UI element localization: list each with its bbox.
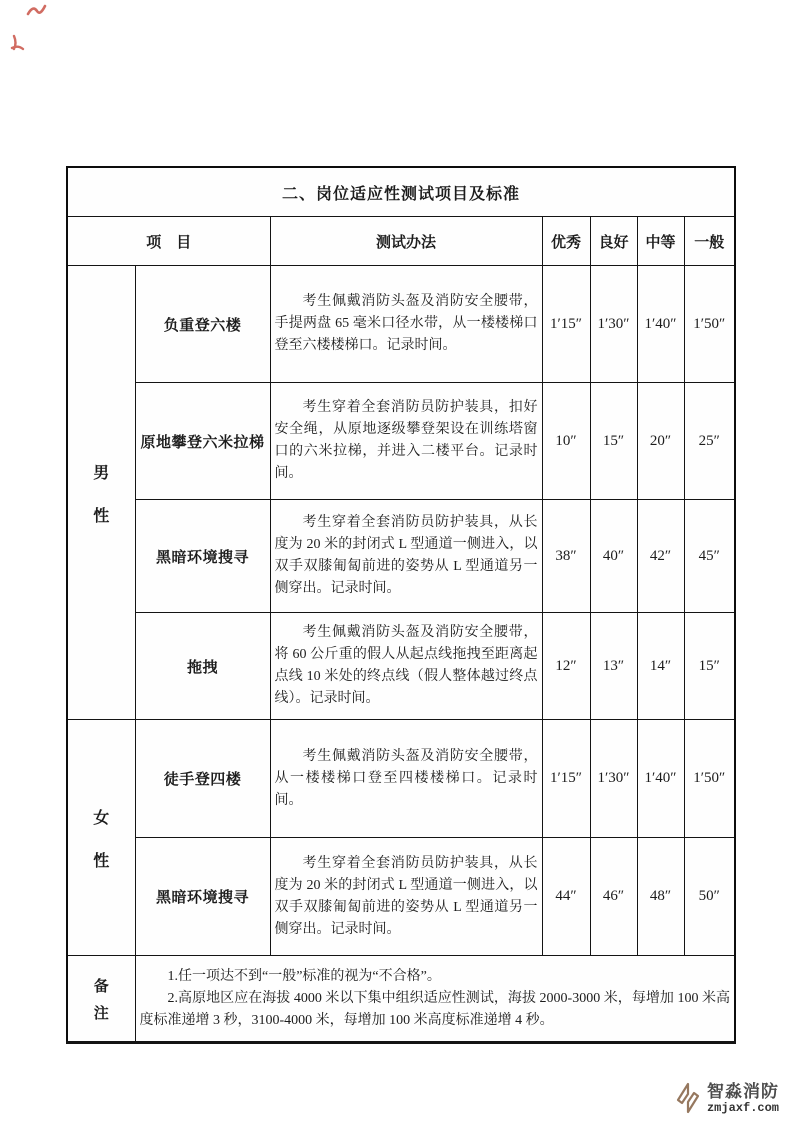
test-method-cell — [270, 500, 542, 613]
score-good: 1′30″ — [590, 266, 637, 383]
test-item-name: 负重登六楼 — [135, 266, 270, 383]
test-item-name: 黑暗环境搜寻 — [135, 838, 270, 956]
score-medium: 42″ — [637, 500, 684, 613]
score-medium: 20″ — [637, 383, 684, 500]
note-line-1: 1.任一项达不到“一般”标准的视为“不合格”。 — [167, 968, 441, 984]
header-grade-good: 良好 — [590, 217, 637, 266]
watermark-logo — [673, 1080, 779, 1116]
table-title: 二、岗位适应性测试项目及标准 — [67, 167, 735, 217]
score-good: 15″ — [590, 383, 637, 500]
test-method-cell — [270, 720, 542, 838]
test-method-cell — [270, 838, 542, 956]
test-method-text: 考生佩戴消防头盔及消防安全腰带，从一楼楼梯口登至四楼楼梯口。记录时间。 — [274, 748, 538, 808]
score-general: 1′50″ — [684, 720, 735, 838]
score-excellent: 38″ — [542, 500, 590, 613]
test-method-cell — [270, 266, 542, 383]
score-medium: 48″ — [637, 838, 684, 956]
score-general: 45″ — [684, 500, 735, 613]
notes-label-char: 备 — [93, 978, 109, 995]
score-good: 13″ — [590, 613, 637, 720]
header-grade-general: 一般 — [684, 217, 735, 266]
test-method-text: 考生佩戴消防头盔及消防安全腰带，将 60 公斤重的假人从起点线拖拽至距离起点线 10 米处的终点线（假人整体越过终点线）。记录时间。 — [274, 625, 538, 706]
score-excellent: 1′15″ — [542, 266, 590, 383]
score-general: 1′50″ — [684, 266, 735, 383]
notes-label-char: 注 — [93, 1005, 109, 1022]
watermark-url: zmjaxf.com — [706, 1100, 779, 1115]
score-general: 15″ — [684, 613, 735, 720]
table-row — [67, 383, 735, 500]
test-item-name: 黑暗环境搜寻 — [135, 500, 270, 613]
gender-char: 女 — [93, 809, 110, 827]
test-method-text: 考生穿着全套消防员防护装具，从长度为 20 米的封闭式 L 型通道一侧进入，以双手双膝匍匐前进的姿势从 L 型通道另一侧穿出。记录时间。 — [274, 855, 538, 937]
table-row — [67, 838, 735, 956]
table-row — [67, 266, 735, 383]
score-excellent: 44″ — [542, 838, 590, 956]
header-method: 测试办法 — [270, 217, 542, 266]
notes-label — [67, 956, 135, 1043]
table-row — [67, 500, 735, 613]
adaptability-test-table — [66, 166, 736, 1044]
gender-char: 性 — [93, 507, 110, 525]
gender-char: 男 — [93, 464, 110, 482]
watermark-name: 智淼消防 — [706, 1081, 779, 1101]
gender-label-male — [67, 266, 135, 720]
score-good: 46″ — [590, 838, 637, 956]
score-excellent: 1′15″ — [542, 720, 590, 838]
score-general: 50″ — [684, 838, 735, 956]
gender-char: 性 — [93, 852, 110, 870]
header-grade-medium: 中等 — [637, 217, 684, 266]
table-row — [67, 613, 735, 720]
header-grade-excellent: 优秀 — [542, 217, 590, 266]
note-line-2: 2.高原地区应在海拔 4000 米以下集中组织适应性测试，海拔 2000-3000 米，每增加 100 米高度标准递增 3 秒，3100-4000 米，每增加 100 米高度标准递增 4 秒。 — [139, 990, 731, 1028]
score-medium: 1′40″ — [637, 720, 684, 838]
test-method-text: 考生穿着全套消防员防护装具，从长度为 20 米的封闭式 L 型通道一侧进入，以双手双膝匍匐前进的姿势从 L 型通道另一侧穿出。记录时间。 — [274, 515, 538, 596]
score-general: 25″ — [684, 383, 735, 500]
score-good: 40″ — [590, 500, 637, 613]
zhimiao-logo-icon — [673, 1080, 703, 1116]
notes-content — [135, 956, 735, 1043]
test-item-name: 徒手登四楼 — [135, 720, 270, 838]
score-good: 1′30″ — [590, 720, 637, 838]
test-method-text: 考生穿着全套消防员防护装具，扣好安全绳，从原地逐级攀登架设在训练塔窗口的六米拉梯，并进入二楼平台。记录时间。 — [274, 400, 538, 481]
test-item-name: 拖拽 — [135, 613, 270, 720]
score-medium: 1′40″ — [637, 266, 684, 383]
notes-row — [67, 956, 735, 1043]
test-method-cell — [270, 613, 542, 720]
score-medium: 14″ — [637, 613, 684, 720]
test-method-cell — [270, 383, 542, 500]
header-item: 项 目 — [67, 217, 270, 266]
red-pen-marks — [4, 2, 64, 62]
test-item-name: 原地攀登六米拉梯 — [135, 383, 270, 500]
table-row — [67, 720, 735, 838]
score-excellent: 10″ — [542, 383, 590, 500]
gender-label-female — [67, 720, 135, 956]
test-method-text: 考生佩戴消防头盔及消防安全腰带，手提两盘 65 毫米口径水带，从一楼楼梯口登至六楼楼梯口。记录时间。 — [274, 294, 538, 353]
score-excellent: 12″ — [542, 613, 590, 720]
